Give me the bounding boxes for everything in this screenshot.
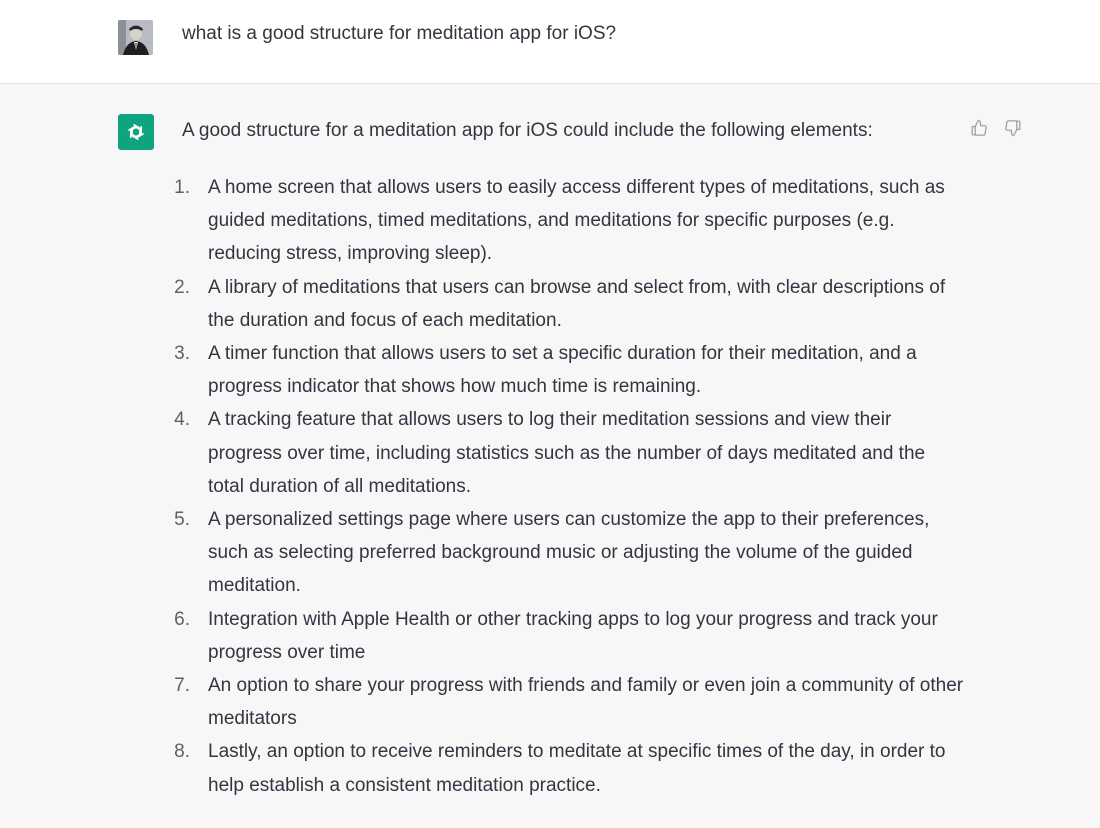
assistant-intro-text: A good structure for a meditation app for iOS could include the following elements: <box>182 120 873 141</box>
list-item-text: A personalized settings page where users can customize the app to their preferences, such as selecting preferred background music or adjusting the volume of the guided meditation. <box>208 509 930 597</box>
list-number: 5. <box>174 509 190 531</box>
user-message-row <box>0 0 1100 84</box>
list-item-text: An option to share your progress with friends and family or even join a community of other meditators <box>208 675 964 730</box>
list-number: 6. <box>174 608 190 630</box>
openai-logo-icon <box>118 114 154 150</box>
list-item-text: Integration with Apple Health or other tracking apps to log your progress and track your progress over time <box>208 608 938 663</box>
list-item-text: A home screen that allows users to easily access different types of meditations, such as guided meditations, timed meditations, and meditations for specific purposes (e.g. reducing stress, improving sleep). <box>208 177 945 265</box>
thumbs-up-icon <box>970 119 988 137</box>
list-item <box>164 669 964 735</box>
thumbs-down-icon <box>1004 119 1022 137</box>
user-message-text: what is a good structure for meditation app for iOS? <box>182 23 617 44</box>
list-number: 3. <box>174 343 190 365</box>
list-number: 7. <box>174 675 190 697</box>
thumbs-down-button[interactable] <box>1002 117 1024 139</box>
list-item <box>164 503 964 603</box>
list-item-text: A tracking feature that allows users to log their meditation sessions and view their progress over time, including statistics such as the number of days meditated and the total duration of all meditations. <box>208 409 926 497</box>
list-item <box>164 171 964 271</box>
thumbs-up-button[interactable] <box>968 117 990 139</box>
list-item <box>164 337 964 403</box>
list-item-text: A library of meditations that users can browse and select from, with clear descriptions of the duration and focus of each meditation. <box>208 276 946 331</box>
list-item <box>164 735 964 801</box>
user-avatar <box>118 20 153 55</box>
list-number: 4. <box>174 409 190 431</box>
list-item <box>164 403 964 503</box>
list-number: 2. <box>174 276 190 298</box>
assistant-message-row <box>0 84 1100 828</box>
list-number: 1. <box>174 177 190 198</box>
list-item <box>164 603 964 669</box>
list-item-text: A timer function that allows users to set a specific duration for their meditation, and a progress indicator that shows how much time is remaining. <box>208 343 917 398</box>
list-number: 8. <box>174 741 190 763</box>
list-item <box>164 271 964 337</box>
list-item-text: Lastly, an option to receive reminders to meditate at specific times of the day, in order to help establish a consistent meditation practice. <box>208 741 946 796</box>
structure-list <box>164 171 964 802</box>
